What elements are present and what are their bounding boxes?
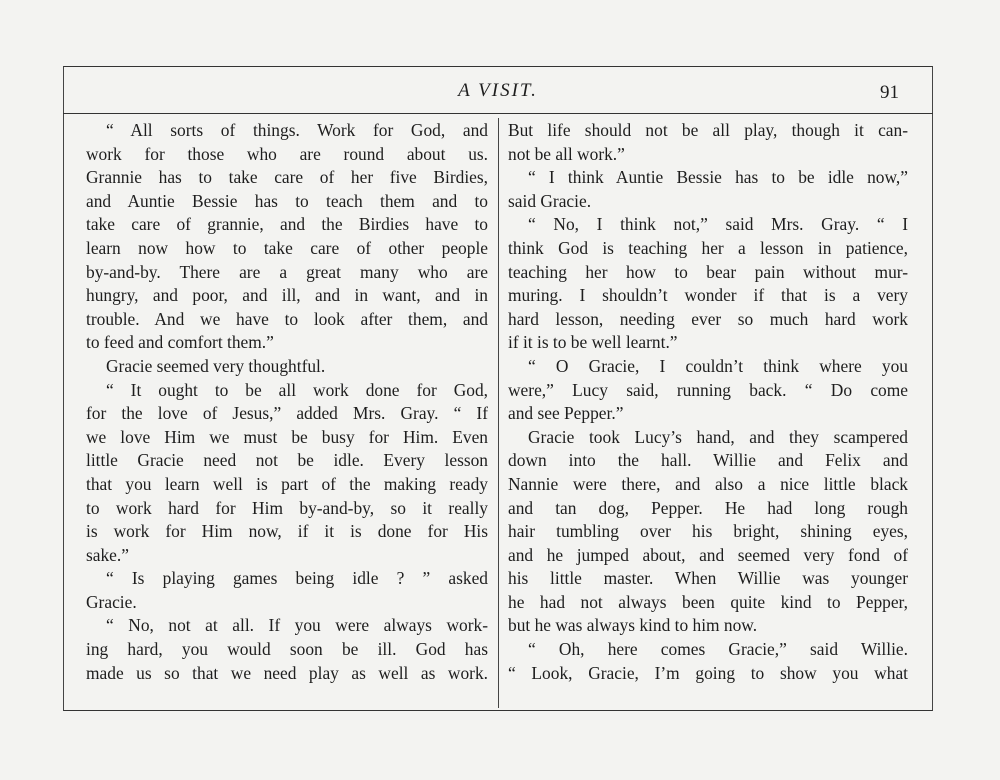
- column-divider: [498, 118, 499, 708]
- text-line: if it is to be well learnt.”: [508, 332, 678, 353]
- running-head: [0, 80, 1000, 102]
- text-line: to work hard for Him by-and-by, so it really: [86, 497, 488, 518]
- text-line: made us so that we need play as well as work.: [86, 662, 488, 683]
- text-line: is work for Him now, if it is done for His: [86, 521, 488, 542]
- text-line: he had not always been quite kind to Pepper,: [508, 591, 908, 612]
- text-line: his little master. When Willie was younger: [508, 568, 908, 589]
- header-rule: [63, 113, 933, 114]
- text-line: “ No, I think not,” said Mrs. Gray. “ I: [528, 214, 908, 235]
- text-line: But life should not be all play, though it can-: [508, 120, 908, 140]
- left-column: [86, 119, 488, 685]
- text-line: “ Is playing games being idle ? ” asked: [106, 568, 488, 589]
- text-line: and see Pepper.”: [508, 403, 624, 424]
- text-line: sake.”: [86, 544, 129, 565]
- text-line: “ O Gracie, I couldn’t think where you: [528, 355, 908, 376]
- text-line: Gracie seemed very thoughtful.: [106, 355, 326, 376]
- text-line: that you learn well is part of the making ready: [86, 473, 488, 494]
- text-line: work for those who are round about us.: [86, 143, 488, 164]
- text-line: were,” Lucy said, running back. “ Do come: [508, 379, 908, 400]
- text-line: hungry, and poor, and ill, and in want, and in: [86, 285, 488, 306]
- text-line: ing hard, you would soon be ill. God has: [86, 639, 488, 660]
- text-line: and Auntie Bessie has to teach them and to: [86, 190, 488, 211]
- text-line: down into the hall. Willie and Felix and: [508, 450, 908, 471]
- text-line: “ All sorts of things. Work for God, and: [106, 120, 488, 140]
- text-line: Grannie has to take care of her five Birdies,: [86, 167, 488, 188]
- text-line: “ It ought to be all work done for God,: [106, 379, 488, 400]
- text-line: Gracie.: [86, 591, 137, 612]
- text-line: learn now how to take care of other people: [86, 237, 488, 258]
- text-line: to feed and comfort them.”: [86, 332, 274, 353]
- page-number: 91: [880, 82, 899, 103]
- text-line: little Gracie need not be idle. Every lesson: [86, 450, 488, 471]
- text-line: “ No, not at all. If you were always work-: [106, 615, 488, 636]
- text-line: and he jumped about, and seemed very fond of: [508, 544, 908, 565]
- right-column: [508, 119, 908, 685]
- text-line: for the love of Jesus,” added Mrs. Gray. “ If: [86, 403, 488, 424]
- text-line: said Gracie.: [508, 190, 592, 211]
- text-line: Gracie took Lucy’s hand, and they scampered: [528, 426, 908, 447]
- text-line: Nannie were there, and also a nice little black: [508, 473, 908, 494]
- text-line: muring. I shouldn’t wonder if that is a very: [508, 285, 908, 306]
- text-line: not be all work.”: [508, 143, 625, 164]
- text-line: trouble. And we have to look after them, and: [86, 308, 488, 329]
- running-head-text: A VISIT.: [458, 80, 538, 101]
- text-line: “ I think Auntie Bessie has to be idle now,”: [528, 167, 908, 188]
- text-line: think God is teaching her a lesson in patience,: [508, 237, 908, 258]
- text-line: and tan dog, Pepper. He had long rough: [508, 497, 908, 518]
- text-line: hard lesson, needing ever so much hard work: [508, 308, 908, 329]
- text-line: “ Oh, here comes Gracie,” said Willie.: [528, 639, 908, 660]
- text-line: we love Him we must be busy for Him. Even: [86, 426, 488, 447]
- text-line: but he was always kind to him now.: [508, 615, 758, 636]
- text-line: teaching her how to bear pain without mur-: [508, 261, 908, 282]
- text-line: hair tumbling over his bright, shining eyes,: [508, 521, 908, 542]
- text-line: “ Look, Gracie, I’m going to show you what: [508, 662, 908, 683]
- text-line: by-and-by. There are a great many who are: [86, 261, 488, 282]
- text-line: take care of grannie, and the Birdies have to: [86, 214, 488, 235]
